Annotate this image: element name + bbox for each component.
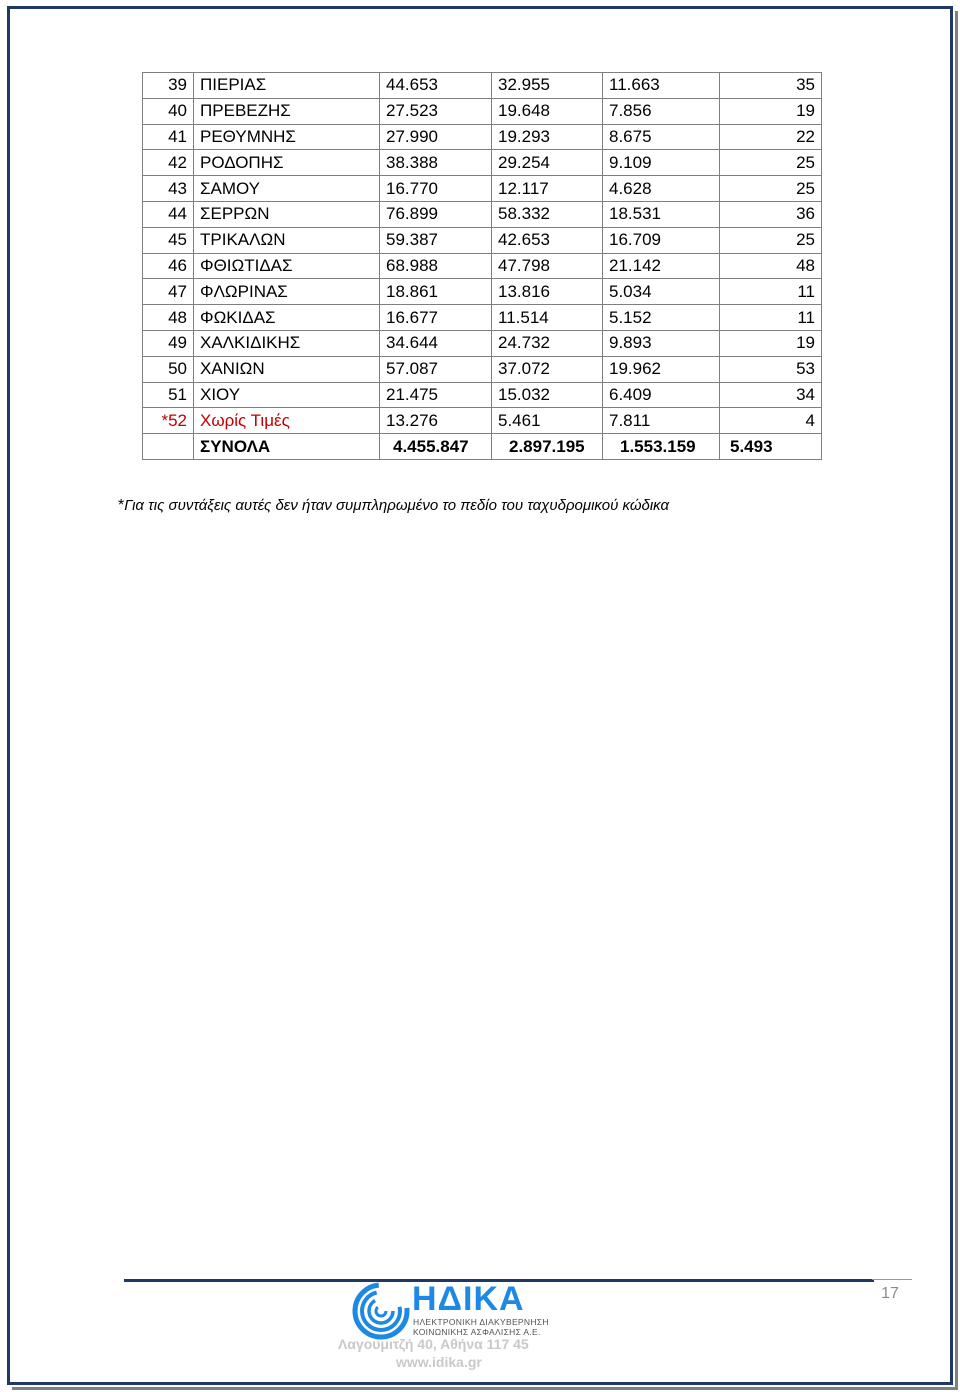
value-col-2: 37.072 xyxy=(492,356,603,382)
prefecture-name: Χωρίς Τιμές xyxy=(194,408,380,434)
value-col-4: 25 xyxy=(720,227,822,253)
row-number: 50 xyxy=(143,356,194,382)
value-col-2: 42.653 xyxy=(492,227,603,253)
total-col-1: 4.455.847 xyxy=(380,434,492,460)
value-col-1: 38.388 xyxy=(380,150,492,176)
table-row xyxy=(143,150,822,176)
row-number: 48 xyxy=(143,305,194,331)
value-col-2: 58.332 xyxy=(492,201,603,227)
prefecture-name: ΦΩΚΙΔΑΣ xyxy=(194,305,380,331)
value-col-1: 18.861 xyxy=(380,279,492,305)
table-row xyxy=(143,408,822,434)
value-col-2: 11.514 xyxy=(492,305,603,331)
row-number: 45 xyxy=(143,227,194,253)
value-col-2: 29.254 xyxy=(492,150,603,176)
value-col-2: 5.461 xyxy=(492,408,603,434)
table-row xyxy=(143,253,822,279)
total-col-3: 1.553.159 xyxy=(603,434,720,460)
table-row xyxy=(143,176,822,202)
row-number: 39 xyxy=(143,73,194,99)
footer-address: Λαγουμιτζή 40, Αθήνα 117 45 xyxy=(338,1336,529,1352)
value-col-3: 16.709 xyxy=(603,227,720,253)
value-col-4: 11 xyxy=(720,305,822,331)
value-col-1: 57.087 xyxy=(380,356,492,382)
value-col-3: 9.109 xyxy=(603,150,720,176)
table-row xyxy=(143,279,822,305)
totals-empty-cell xyxy=(143,434,194,460)
value-col-3: 11.663 xyxy=(603,73,720,99)
value-col-3: 7.811 xyxy=(603,408,720,434)
row-number: 49 xyxy=(143,330,194,356)
value-col-1: 21.475 xyxy=(380,382,492,408)
logo-subtitle-line1: ΗΛΕΚΤΡΟΝΙΚΗ ΔΙΑΚΥΒΕΡΝΗΣΗ xyxy=(413,1317,549,1327)
value-col-3: 4.628 xyxy=(603,176,720,202)
value-col-3: 5.034 xyxy=(603,279,720,305)
value-col-2: 24.732 xyxy=(492,330,603,356)
value-col-3: 7.856 xyxy=(603,98,720,124)
value-col-2: 47.798 xyxy=(492,253,603,279)
value-col-2: 32.955 xyxy=(492,73,603,99)
value-col-1: 16.770 xyxy=(380,176,492,202)
value-col-4: 53 xyxy=(720,356,822,382)
prefecture-name: ΧΙΟΥ xyxy=(194,382,380,408)
table-row xyxy=(143,98,822,124)
value-col-4: 11 xyxy=(720,279,822,305)
prefecture-name: ΧΑΛΚΙΔΙΚΗΣ xyxy=(194,330,380,356)
prefecture-name: ΣΑΜΟΥ xyxy=(194,176,380,202)
table-row xyxy=(143,124,822,150)
table-row xyxy=(143,356,822,382)
row-number: 46 xyxy=(143,253,194,279)
prefecture-name: ΦΛΩΡΙΝΑΣ xyxy=(194,279,380,305)
value-col-1: 27.990 xyxy=(380,124,492,150)
value-col-2: 12.117 xyxy=(492,176,603,202)
total-col-4: 5.493 xyxy=(720,434,822,460)
value-col-4: 25 xyxy=(720,150,822,176)
value-col-4: 34 xyxy=(720,382,822,408)
value-col-4: 36 xyxy=(720,201,822,227)
value-col-3: 6.409 xyxy=(603,382,720,408)
value-col-1: 68.988 xyxy=(380,253,492,279)
idika-logo-icon xyxy=(352,1282,412,1340)
logo-wordmark: ΗΔΙΚΑ xyxy=(412,1280,525,1318)
page-number: 17 xyxy=(881,1285,899,1302)
row-number: 42 xyxy=(143,150,194,176)
data-table xyxy=(142,72,822,460)
value-col-1: 16.677 xyxy=(380,305,492,331)
value-col-3: 9.893 xyxy=(603,330,720,356)
value-col-2: 19.293 xyxy=(492,124,603,150)
prefecture-name: ΣΕΡΡΩΝ xyxy=(194,201,380,227)
value-col-2: 15.032 xyxy=(492,382,603,408)
row-number: 47 xyxy=(143,279,194,305)
table-row xyxy=(143,382,822,408)
prefecture-name: ΤΡΙΚΑΛΩΝ xyxy=(194,227,380,253)
value-col-1: 59.387 xyxy=(380,227,492,253)
prefecture-name: ΠΡΕΒΕΖΗΣ xyxy=(194,98,380,124)
row-number: 43 xyxy=(143,176,194,202)
prefecture-name: ΠΙΕΡΙΑΣ xyxy=(194,73,380,99)
totals-label: ΣΥΝΟΛΑ xyxy=(194,434,380,460)
row-number: 41 xyxy=(143,124,194,150)
table-row xyxy=(143,227,822,253)
footnote-star: * xyxy=(118,497,125,514)
prefecture-name: ΦΘΙΩΤΙΔΑΣ xyxy=(194,253,380,279)
page-number-divider xyxy=(872,1279,912,1280)
value-col-4: 35 xyxy=(720,73,822,99)
value-col-3: 18.531 xyxy=(603,201,720,227)
totals-row xyxy=(143,434,822,460)
total-col-2: 2.897.195 xyxy=(492,434,603,460)
value-col-4: 22 xyxy=(720,124,822,150)
value-col-2: 19.648 xyxy=(492,98,603,124)
table-row xyxy=(143,73,822,99)
value-col-3: 8.675 xyxy=(603,124,720,150)
value-col-3: 21.142 xyxy=(603,253,720,279)
logo-subtitle-line2: ΚΟΙΝΩΝΙΚΗΣ ΑΣΦΑΛΙΣΗΣ Α.Ε. xyxy=(413,1327,541,1337)
value-col-4: 25 xyxy=(720,176,822,202)
value-col-1: 44.653 xyxy=(380,73,492,99)
prefecture-name: ΡΟΔΟΠΗΣ xyxy=(194,150,380,176)
value-col-4: 19 xyxy=(720,330,822,356)
value-col-4: 19 xyxy=(720,98,822,124)
value-col-4: 48 xyxy=(720,253,822,279)
footnote-text: Για τις συντάξεις αυτές δεν ήταν συμπληρωμένο το πεδίο του ταχυδρομικού κώδικα xyxy=(124,497,670,514)
value-col-3: 5.152 xyxy=(603,305,720,331)
row-number: *52 xyxy=(143,408,194,434)
footnote xyxy=(118,497,669,515)
table-body xyxy=(143,73,822,460)
value-col-3: 19.962 xyxy=(603,356,720,382)
row-number: 44 xyxy=(143,201,194,227)
prefecture-name: ΡΕΘΥΜΝΗΣ xyxy=(194,124,380,150)
table-row xyxy=(143,330,822,356)
row-number: 40 xyxy=(143,98,194,124)
value-col-4: 4 xyxy=(720,408,822,434)
value-col-1: 13.276 xyxy=(380,408,492,434)
value-col-1: 27.523 xyxy=(380,98,492,124)
table-row xyxy=(143,305,822,331)
table-row xyxy=(143,201,822,227)
prefecture-name: ΧΑΝΙΩΝ xyxy=(194,356,380,382)
value-col-1: 76.899 xyxy=(380,201,492,227)
row-number: 51 xyxy=(143,382,194,408)
value-col-1: 34.644 xyxy=(380,330,492,356)
footer-website: www.idika.gr xyxy=(396,1354,482,1370)
value-col-2: 13.816 xyxy=(492,279,603,305)
